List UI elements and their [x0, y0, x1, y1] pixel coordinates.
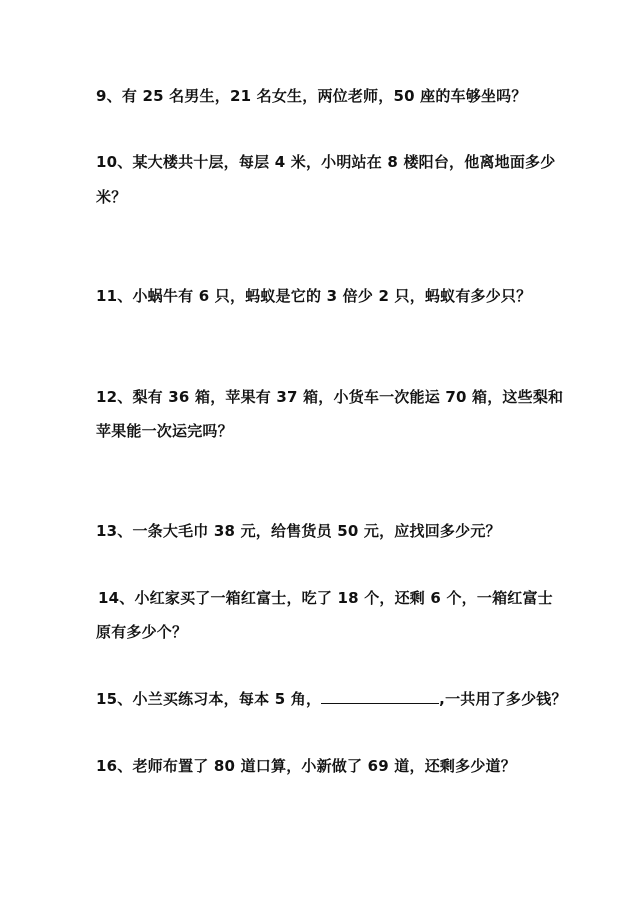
question-10-line-1: 10、某大楼共十层，每层 4 米，小明站在 8 楼阳台，他离地面多少 [96, 153, 556, 171]
question-15-suffix: ,一共用了多少钱？ [439, 690, 567, 708]
question-12-line-2: 苹果能一次运完吗？ [96, 422, 233, 440]
question-15-prefix: 15、小兰买练习本，每本 5 角， [96, 690, 322, 708]
question-15 [96, 689, 567, 709]
question-14-line-2: 原有多少个？ [96, 623, 188, 641]
question-16: 16、老师布置了 80 道口算，小新做了 69 道，还剩多少道？ [96, 757, 516, 775]
question-10-line-2: 米？ [96, 188, 127, 206]
question-11: 11、小蜗牛有 6 只，蚂蚁是它的 3 倍少 2 只，蚂蚁有多少只？ [96, 287, 532, 305]
answer-blank[interactable] [321, 689, 439, 704]
question-13: 13、一条大毛巾 38 元，给售货员 50 元，应找回多少元？ [96, 522, 501, 540]
question-14-line-1: 14、小红家买了一箱红富士，吃了 18 个，还剩 6 个，一箱红富士 [98, 589, 553, 607]
question-12-line-1: 12、梨有 36 箱，苹果有 37 箱，小货车一次能运 70 箱，这些梨和 [96, 388, 564, 406]
question-9: 9、有 25 名男生，21 名女生，两位老师，50 座的车够坐吗？ [96, 87, 527, 105]
